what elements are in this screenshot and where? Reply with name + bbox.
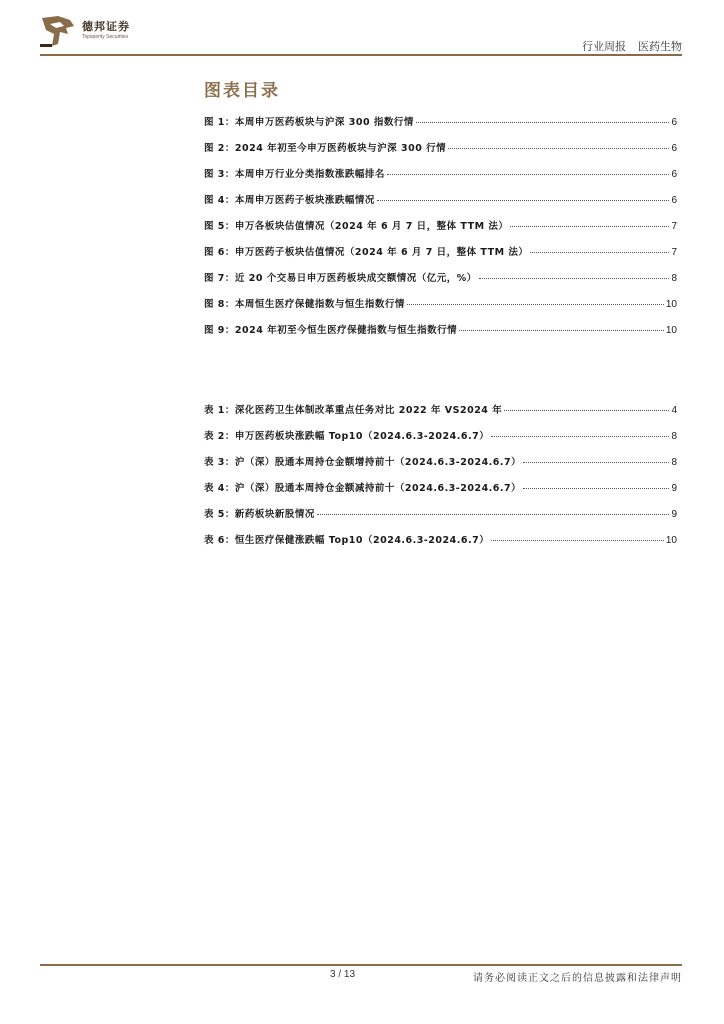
figure-list — [204, 114, 677, 348]
toc-entry-figure-4[interactable] — [204, 192, 677, 218]
toc-entry-label: 图 5：申万各板块估值情况（2024 年 6 月 7 日，整体 TTM 法） — [204, 221, 509, 232]
table-list — [204, 402, 677, 558]
legal-disclaimer: 请务必阅读正文之后的信息披露和法律声明 — [473, 973, 682, 984]
toc-entry-label: 图 3：本周申万行业分类指数涨跌幅排名 — [204, 169, 385, 180]
header-category — [582, 38, 682, 54]
toc-leader-dots — [377, 200, 670, 201]
toc-leader-dots — [416, 122, 670, 123]
page-header — [0, 0, 724, 58]
toc-entry-label: 表 3：沪（深）股通本周持仓金额增持前十（2024.6.3-2024.6.7） — [204, 457, 522, 468]
report-type: 行业周报 — [582, 40, 626, 53]
toc-entry-label: 表 4：沪（深）股通本周持仓金额减持前十（2024.6.3-2024.6.7） — [204, 483, 522, 494]
toc-entry-figure-9[interactable] — [204, 322, 677, 348]
toc-entry-page: 8 — [671, 457, 677, 468]
toc-leader-dots — [448, 148, 669, 149]
toc-entry-page: 6 — [671, 117, 677, 128]
toc-entry-page: 8 — [671, 431, 677, 442]
footer-divider — [40, 964, 682, 966]
toc-entry-page: 6 — [671, 143, 677, 154]
toc-entry-figure-2[interactable] — [204, 140, 677, 166]
toc-entry-page: 7 — [671, 221, 677, 232]
toc-leader-dots — [510, 226, 669, 227]
toc-entry-page: 10 — [665, 535, 677, 546]
header-divider — [40, 54, 682, 56]
toc-entry-table-5[interactable] — [204, 506, 677, 532]
toc-leader-dots — [491, 436, 669, 437]
toc-entry-table-4[interactable] — [204, 480, 677, 506]
toc-entry-figure-1[interactable] — [204, 114, 677, 140]
toc-entry-page: 9 — [671, 509, 677, 520]
sector-name: 医药生物 — [638, 40, 682, 53]
toc-entry-table-1[interactable] — [204, 402, 677, 428]
toc-leader-dots — [479, 278, 670, 279]
toc-leader-dots — [523, 488, 669, 489]
toc-entry-figure-5[interactable] — [204, 218, 677, 244]
toc-entry-table-3[interactable] — [204, 454, 677, 480]
toc-entry-label: 图 1：本周申万医药板块与沪深 300 指数行情 — [204, 117, 414, 128]
toc-entry-page: 10 — [665, 299, 677, 310]
toc-entry-label: 图 2：2024 年初至今申万医药板块与沪深 300 行情 — [204, 143, 447, 154]
toc-entry-label: 表 2：申万医药板块涨跌幅 Top10（2024.6.3-2024.6.7） — [204, 431, 490, 442]
logo-text-en: Topsperity Securities — [82, 34, 129, 40]
toc-entry-figure-8[interactable] — [204, 296, 677, 322]
toc-entry-page: 6 — [671, 169, 677, 180]
toc-entry-page: 8 — [671, 273, 677, 284]
logo-mark-icon — [40, 14, 76, 48]
toc-leader-dots — [530, 252, 669, 253]
logo-text-cn: 德邦证券 — [82, 20, 130, 33]
toc-entry-label: 图 7：近 20 个交易日申万医药板块成交额情况（亿元，%） — [204, 273, 477, 284]
toc-entry-figure-7[interactable] — [204, 270, 677, 296]
toc-entry-label: 图 9：2024 年初至今恒生医疗保健指数与恒生指数行情 — [204, 325, 458, 336]
toc-entry-figure-6[interactable] — [204, 244, 677, 270]
toc-title: 图表目录 — [204, 81, 280, 101]
toc-entry-label: 表 6：恒生医疗保健涨跌幅 Top10（2024.6.3-2024.6.7） — [204, 535, 490, 546]
toc-entry-label: 图 4：本周申万医药子板块涨跌幅情况 — [204, 195, 375, 206]
toc-leader-dots — [387, 174, 670, 175]
toc-leader-dots — [407, 304, 664, 305]
toc-entry-figure-3[interactable] — [204, 166, 677, 192]
toc-leader-dots — [317, 514, 670, 515]
toc-entry-page: 7 — [671, 247, 677, 258]
toc-entry-label: 图 6：申万医药子板块估值情况（2024 年 6 月 7 日，整体 TTM 法） — [204, 247, 529, 258]
toc-leader-dots — [491, 540, 664, 541]
toc-entry-page: 6 — [671, 195, 677, 206]
toc-entry-label: 表 5：新药板块新股情况 — [204, 509, 315, 520]
toc-entry-table-6[interactable] — [204, 532, 677, 558]
toc-entry-page: 9 — [671, 483, 677, 494]
page-number: 3 / 13 — [330, 969, 356, 980]
toc-entry-table-2[interactable] — [204, 428, 677, 454]
toc-leader-dots — [459, 330, 664, 331]
toc-leader-dots — [504, 410, 669, 411]
toc-entry-label: 表 1：深化医药卫生体制改革重点任务对比 2022 年 VS2024 年 — [204, 405, 503, 416]
toc-entry-page: 10 — [665, 325, 677, 336]
toc-entry-page: 4 — [671, 405, 677, 416]
company-logo — [40, 14, 150, 48]
toc-entry-label: 图 8：本周恒生医疗保健指数与恒生指数行情 — [204, 299, 405, 310]
toc-leader-dots — [523, 462, 669, 463]
